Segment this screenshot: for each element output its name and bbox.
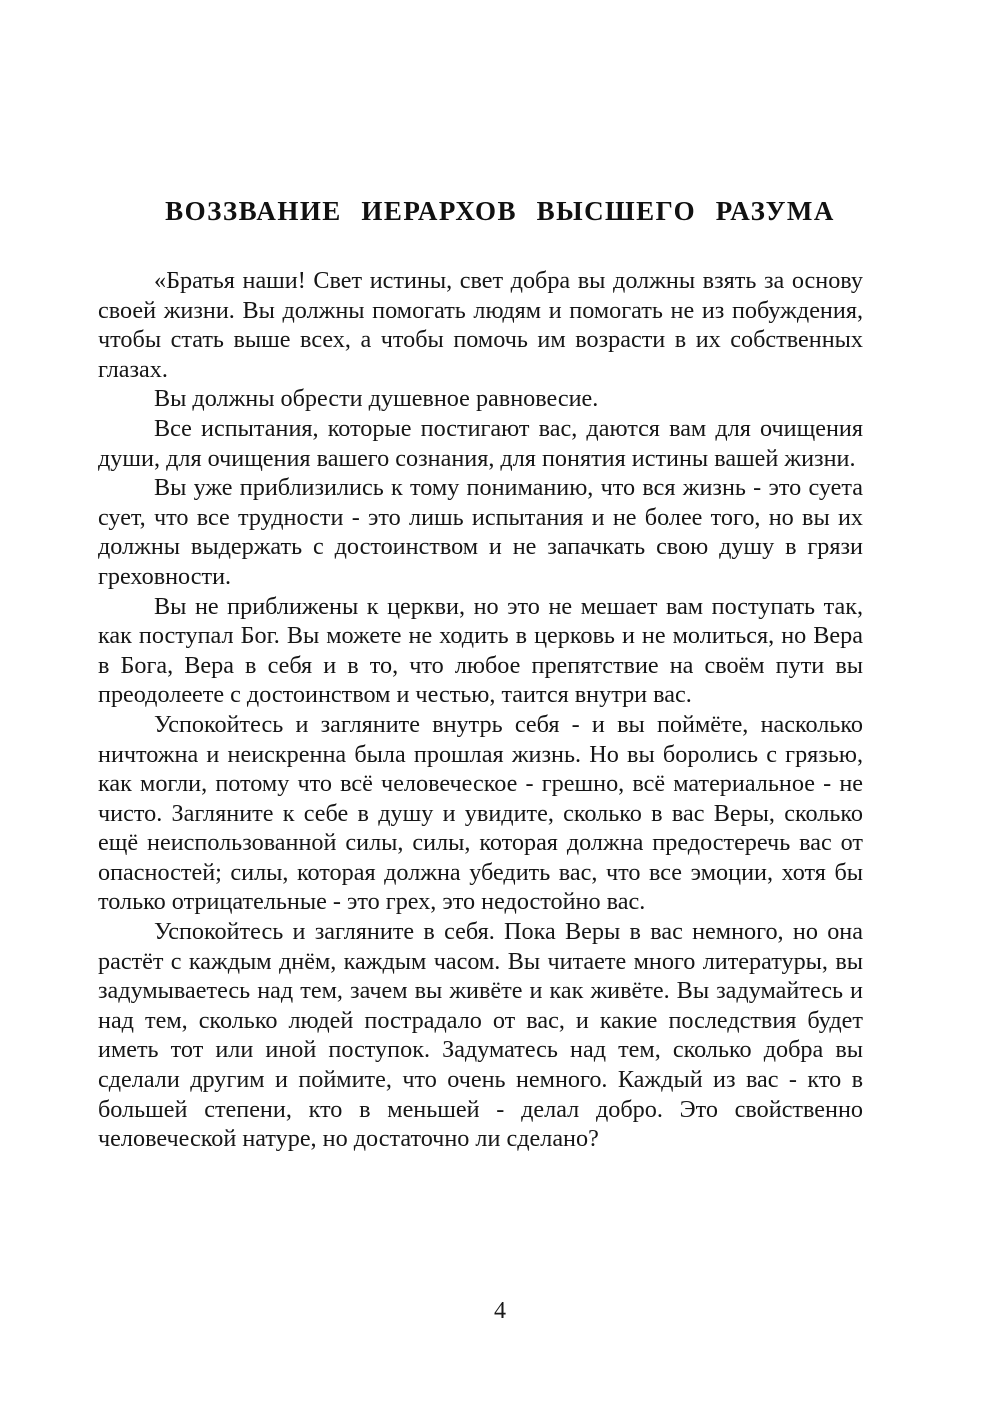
paragraph-2: Вы должны обрести душевное равновесие.: [154, 385, 599, 413]
paragraph-6: Успокойтесь и загляните внутрь себя - и вы поймёте, насколько ничтожна и неискренна была прошлая жизнь. Но вы боролись с грязью, как могли, потому что всё человеческое - грешно, всё материальное - не чисто. Загляните к себе в душу и увидите, сколько в вас Веры, сколько ещё неиспользованной силы, силы, которая должна предостеречь вас от опасностей; силы, которая должна убедить вас, что все эмоции, хотя бы только отрицательные - это грех, это недостойно вас.: [98, 710, 863, 916]
body-text-block: [98, 266, 863, 1154]
paragraph-5: Вы не приближены к церкви, но это не мешает вам поступать так, как поступал Бог. Вы можете не ходить в церковь и не молиться, но Вера в Бога, Вера в себя и в то, что любое препятствие на своём пути вы преодолеете с достоинством и честью, таится внутри вас.: [98, 592, 863, 709]
paragraph-3: Все испытания, которые постигают вас, даются вам для очищения души, для очищения вашего сознания, для понятия истины вашей жизни.: [98, 414, 863, 472]
page-title: ВОЗЗВАНИЕ ИЕРАРХОВ ВЫСШЕГО РАЗУМА: [165, 196, 835, 227]
page-number: 4: [494, 1298, 506, 1324]
paragraph-4: Вы уже приблизились к тому пониманию, что вся жизнь - это суета сует, что все трудности - это лишь испытания и не более того, но вы их должны выдержать с достоинством и не запачкать свою душу в грязи греховности.: [98, 474, 863, 590]
paragraph-1: «Братья наши! Свет истины, свет добра вы должны взять за основу своей жизни. Вы должны помогать людям и помогать не из побуждения, чтобы стать выше всех, а чтобы помочь им возрасти в их собственных глазах.: [98, 267, 863, 383]
paragraph-7: Успокойтесь и загляните в себя. Пока Веры в вас немного, но она растёт с каждым днём, каждым часом. Вы читаете много литературы, вы задумываетесь над тем, зачем вы живёте и как живёте. Вы задумайтесь и над тем, сколько людей пострадало от вас, и какие последствия будет иметь тот или иной поступок. Задуматесь над тем, сколько добра вы сделали другим и поймите, что очень немного. Каждый из вас - кто в большей степени, кто в меньшей - делал добро. Это свойственно человеческой натуре, но достаточно ли сделано?: [98, 918, 863, 1153]
